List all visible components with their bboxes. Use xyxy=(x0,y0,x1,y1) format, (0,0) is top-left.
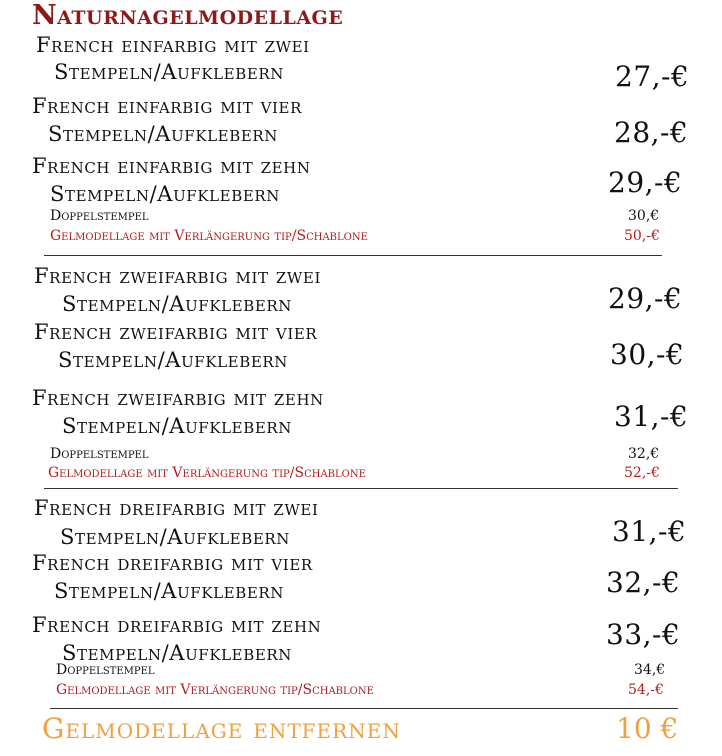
item-line2: Stempeln/Aufklebern xyxy=(60,525,291,549)
item-price: 27,-€ xyxy=(615,60,690,93)
item-price: 33,-€ xyxy=(606,618,681,651)
double-stamp-price: 30,€ xyxy=(628,208,660,224)
double-stamp-label: Doppelstempel xyxy=(50,446,149,462)
gel-extension-label: Gelmodellage mit Verlängerung tip/Schablone xyxy=(56,682,374,698)
item-line1: French zweifarbig mit zwei xyxy=(34,264,322,288)
item-line1: French zweifarbig mit vier xyxy=(34,320,318,344)
item-line2: Stempeln/Aufklebern xyxy=(54,579,285,603)
section-divider xyxy=(44,488,678,489)
footer-label: Gelmodellage entfernen xyxy=(42,712,401,745)
gel-extension-price: 52,-€ xyxy=(624,465,660,481)
page-title: Naturnagelmodellage xyxy=(32,0,344,31)
gel-extension-label: Gelmodellage mit Verlängerung tip/Schablone xyxy=(48,465,366,481)
item-price: 31,-€ xyxy=(612,515,687,548)
item-line1: French einfarbig mit vier xyxy=(32,94,302,118)
item-line1: French dreifarbig mit vier xyxy=(32,551,313,575)
double-stamp-label: Doppelstempel xyxy=(56,662,155,678)
item-price: 29,-€ xyxy=(608,166,683,199)
item-price: 28,-€ xyxy=(614,116,689,149)
gel-extension-label: Gelmodellage mit Verlängerung tip/Schablone xyxy=(50,228,368,244)
footer-price: 10 € xyxy=(616,712,679,745)
item-line2: Stempeln/Aufklebern xyxy=(62,641,293,665)
item-price: 30,-€ xyxy=(610,338,685,371)
item-line2: Stempeln/Aufklebern xyxy=(58,348,289,372)
item-line1: French einfarbig mit zehn xyxy=(32,154,311,178)
section-divider xyxy=(44,255,662,256)
double-stamp-price: 32,€ xyxy=(628,446,660,462)
item-line1: French dreifarbig mit zwei xyxy=(34,496,319,520)
item-price: 31,-€ xyxy=(614,400,689,433)
item-line2: Stempeln/Aufklebern xyxy=(54,60,285,84)
item-line2: Stempeln/Aufklebern xyxy=(62,292,293,316)
item-line2: Stempeln/Aufklebern xyxy=(62,414,293,438)
gel-extension-price: 50,-€ xyxy=(624,228,660,244)
gel-extension-price: 54,-€ xyxy=(628,682,664,698)
item-line1: French zweifarbig mit zehn xyxy=(32,386,324,410)
double-stamp-price: 34,€ xyxy=(634,662,666,678)
item-line2: Stempeln/Aufklebern xyxy=(50,182,281,206)
item-price: 32,-€ xyxy=(606,566,681,599)
item-line1: French einfarbig mit zwei xyxy=(36,33,310,57)
item-line2: Stempeln/Aufklebern xyxy=(48,122,279,146)
item-price: 29,-€ xyxy=(608,282,683,315)
double-stamp-label: Doppelstempel xyxy=(50,208,149,224)
item-line1: French dreifarbig mit zehn xyxy=(32,613,322,637)
section-divider xyxy=(50,708,678,709)
